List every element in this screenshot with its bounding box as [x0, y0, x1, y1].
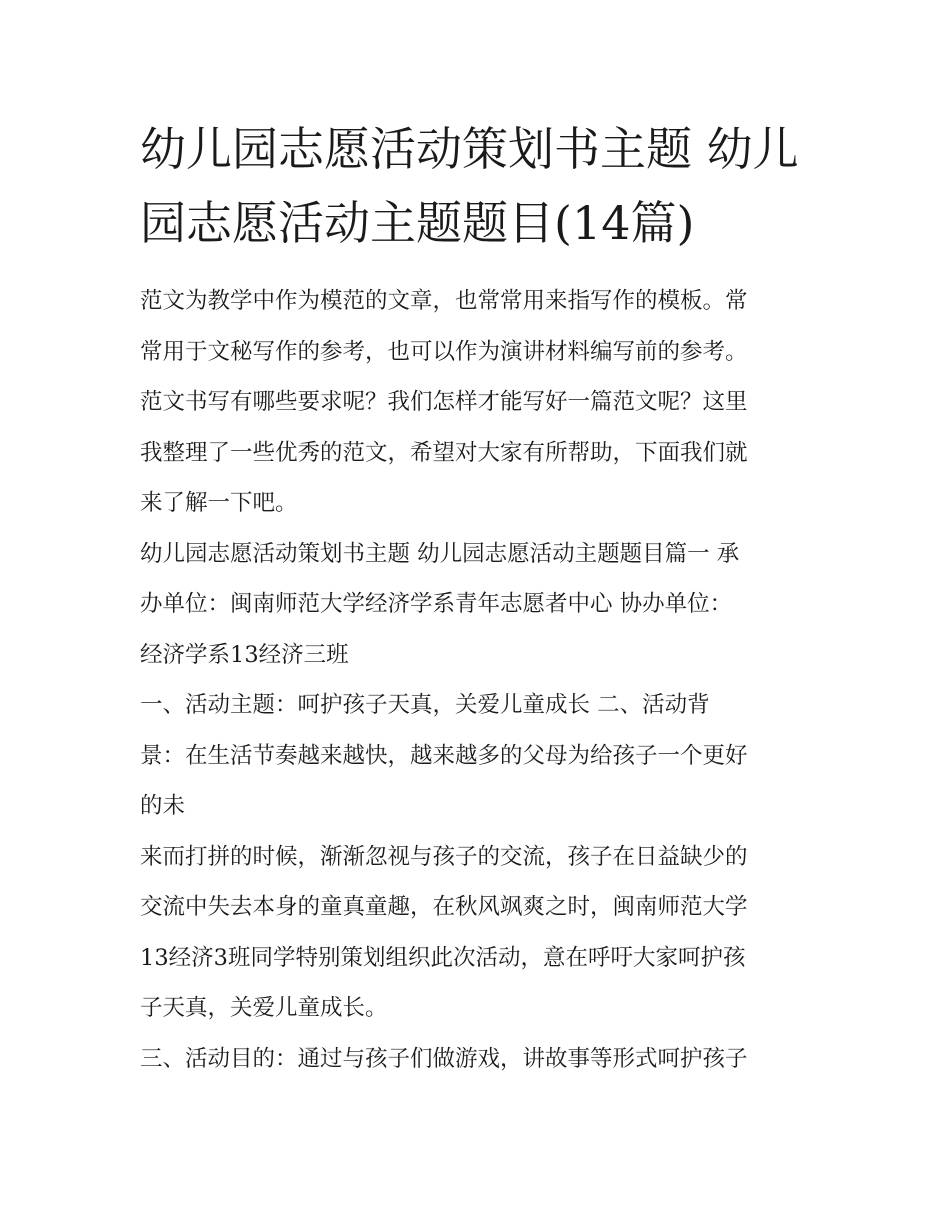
body-line: 交流中失去本身的童真童趣，在秋风飒爽之时，闽南师范大学: [140, 894, 748, 920]
body-line: 办单位：闽南师范大学经济学系青年志愿者中心 协办单位：: [140, 591, 733, 617]
body-line: 13经济3班同学特别策划组织此次活动，意在呼吁大家呵护孩: [140, 944, 746, 971]
body-line: 我整理了一些优秀的范文，希望对大家有所帮助，下面我们就: [140, 439, 748, 466]
body-line: 景：在生活节奏越来越快，越来越多的父母为给孩子一个更好: [140, 742, 748, 769]
body-line: 三、活动目的：通过与孩子们做游戏，讲故事等形式呵护孩子: [140, 1045, 748, 1072]
body-line: 常用于文秘写作的参考，也可以作为演讲材料编写前的参考。: [140, 338, 748, 365]
body-line: 幼儿园志愿活动策划书主题 幼儿园志愿活动主题题目篇一 承: [140, 540, 740, 567]
body-line: 来了解一下吧。: [140, 490, 298, 516]
document-title: 幼儿园志愿活动策划书主题 幼儿园志愿活动主题题目(14篇): [140, 122, 799, 250]
body-line: 的未: [140, 793, 186, 819]
body-line: 经济学系13经济三班: [140, 641, 349, 668]
body-line: 范文为教学中作为模范的文章，也常常用来指写作的模板。常: [140, 288, 748, 314]
body-line: 来而打拼的时候，渐渐忽视与孩子的交流，孩子在日益缺少的: [140, 843, 748, 870]
body-line: 范文书写有哪些要求呢？我们怎样才能写好一篇范文呢？这里: [140, 389, 748, 415]
document-body: [140, 276, 830, 1084]
body-line: 一、活动主题：呵护孩子天真，关爱儿童成长 二、活动背: [140, 692, 710, 718]
body-line: 子天真，关爱儿童成长。: [140, 995, 388, 1021]
